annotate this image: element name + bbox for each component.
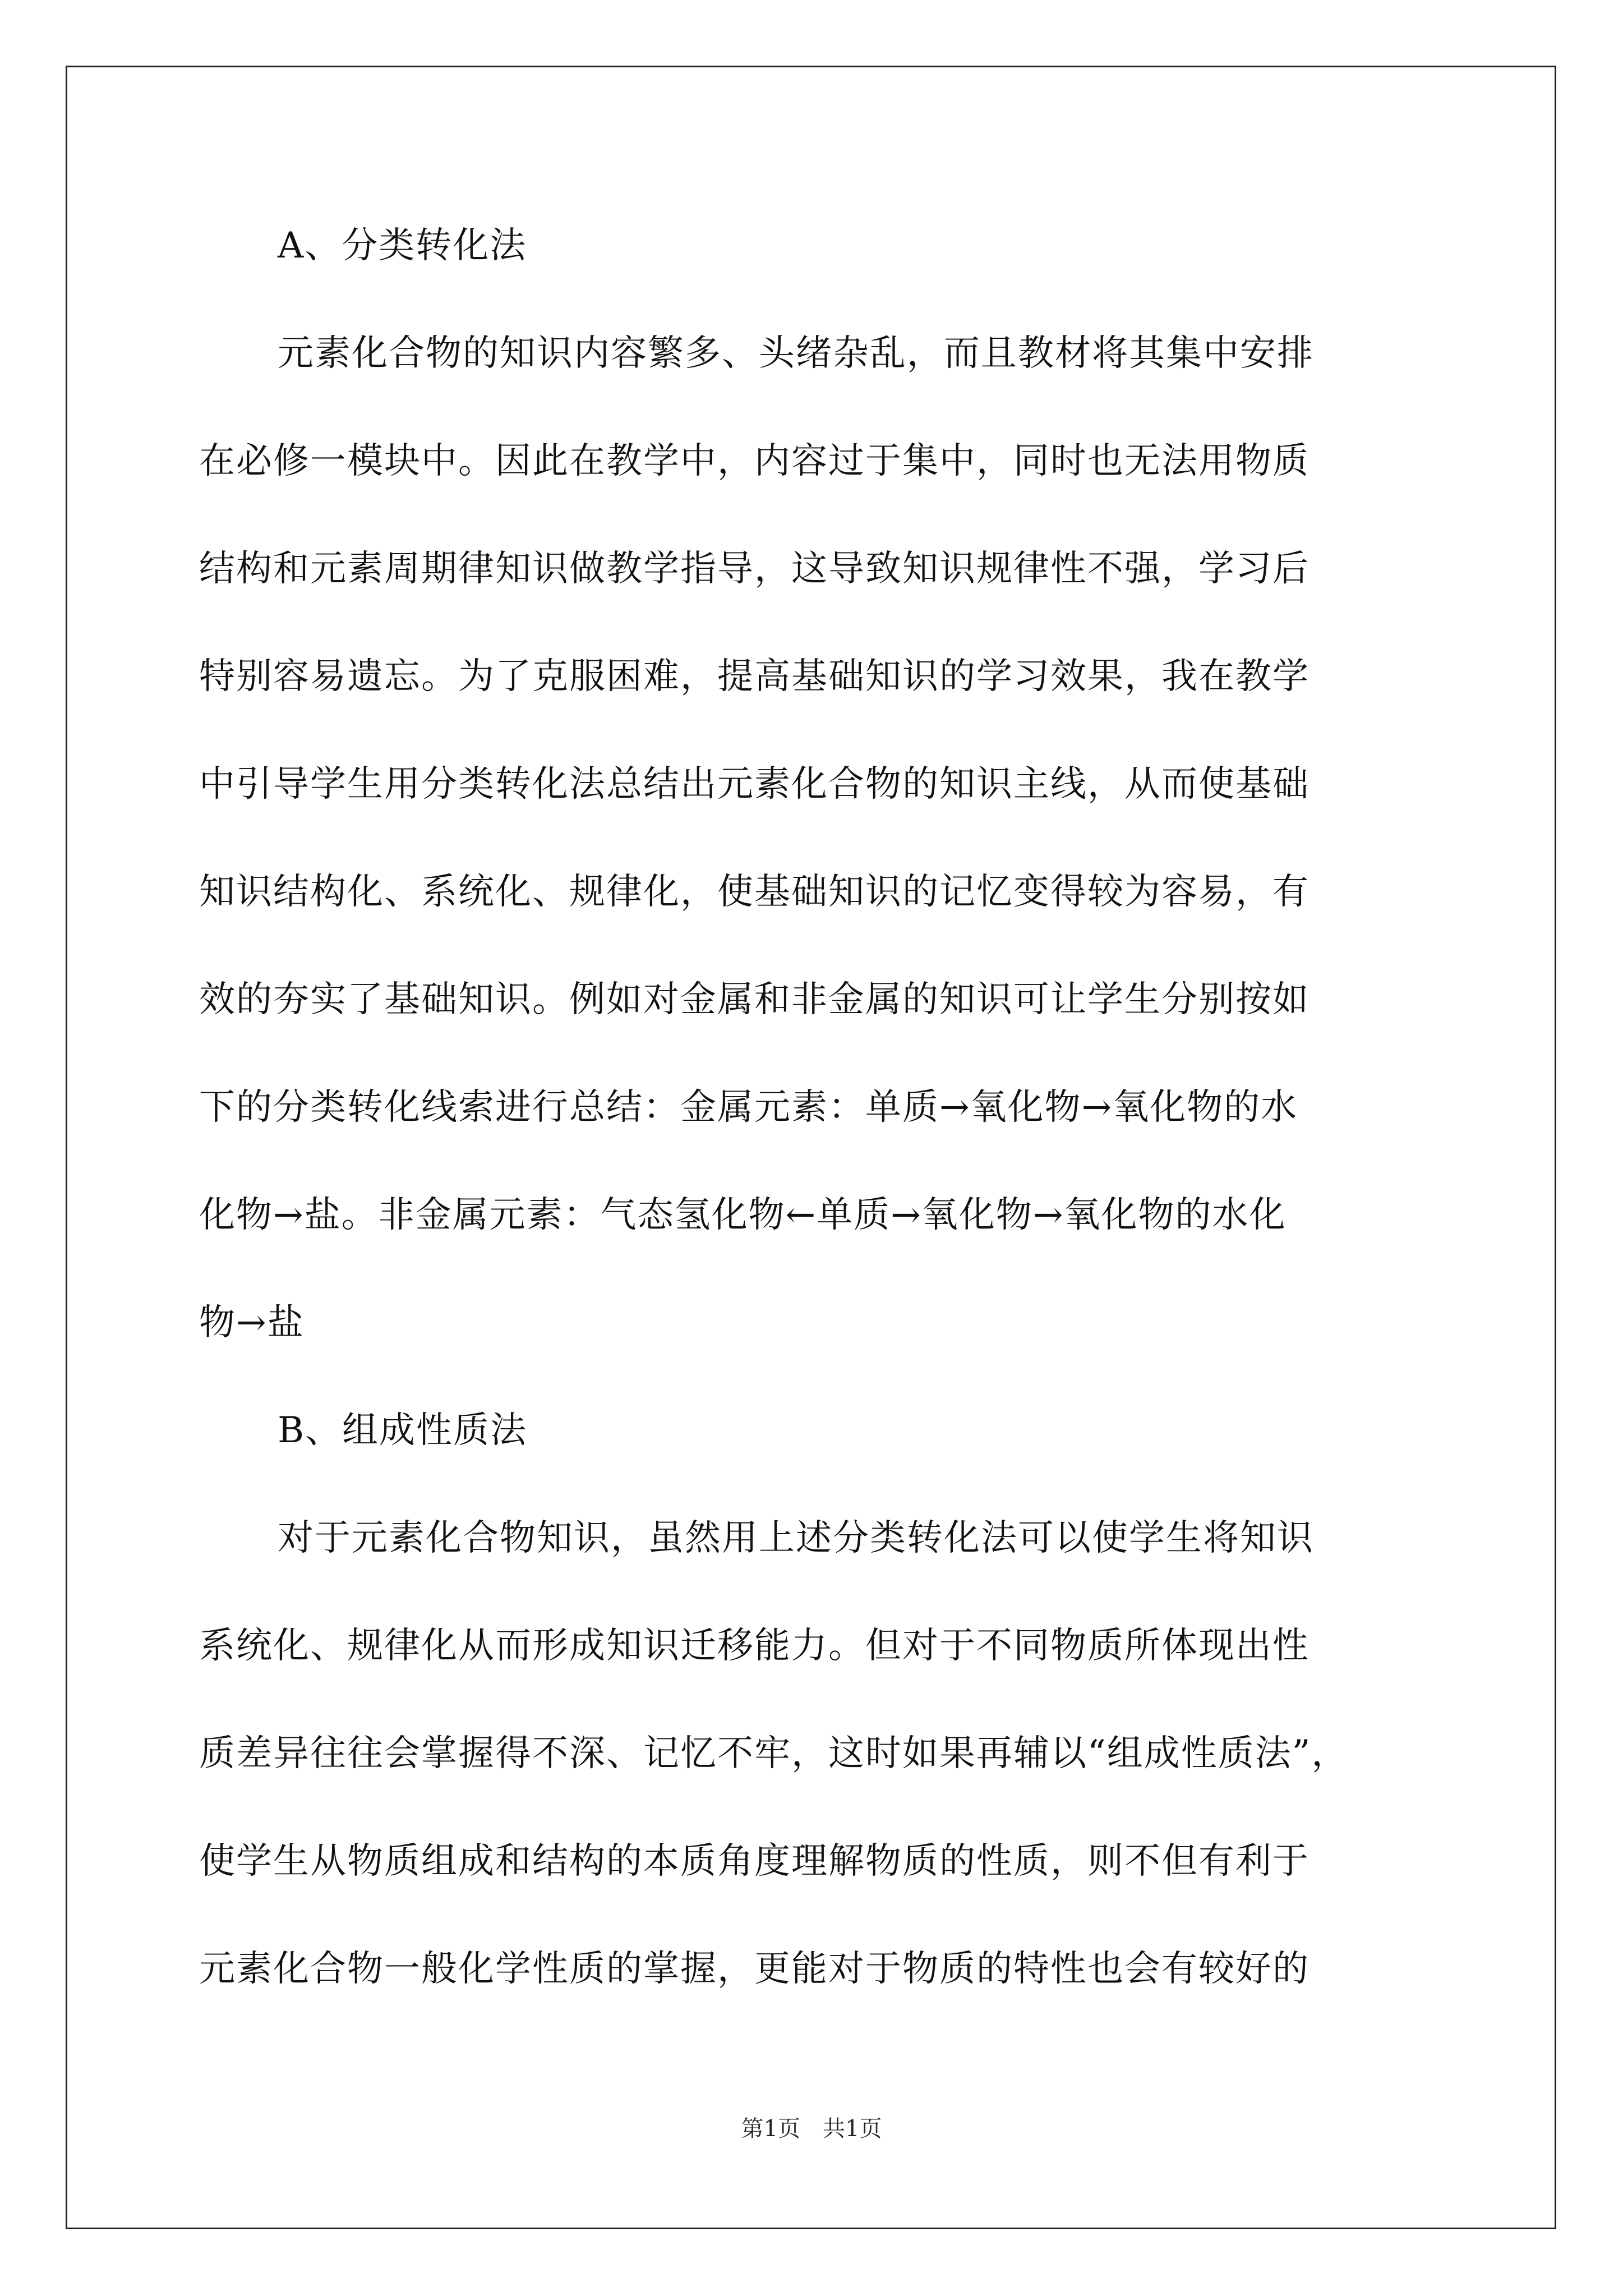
paragraph-line: 物→盐 [199,1302,305,1343]
page-number-footer: 第1页 共1页 [741,2116,882,2142]
heading-b: B、组成性质法 [278,1410,528,1451]
spacer [199,1780,1427,1834]
spacer [199,703,1427,757]
paragraph-line: 在必修一模块中。因此在教学中，内容过于集中，同时也无法用物质 [199,440,1310,482]
paragraph-line: 知识结构化、系统化、规律化，使基础知识的记忆变得较为容易，有 [199,871,1310,913]
paragraph-line: 元素化合物的知识内容繁多、头绪杂乱，而且教材将其集中安排 [278,333,1314,374]
paragraph-line: 对于元素化合物知识，虽然用上述分类转化法可以使学生将知识 [278,1517,1314,1559]
paragraph-line: 元素化合物一般化学性质的掌握，更能对于物质的特性也会有较好的 [199,1948,1310,1990]
spacer [199,1673,1427,1727]
spacer [199,1027,1427,1080]
paragraph-line: 质差异往往会掌握得不深、记忆不牢，这时如果再辅以“组成性质法”， [199,1733,1349,1774]
document-body [199,219,1427,1996]
spacer [199,596,1427,650]
paragraph-line: 使学生从物质组成和结构的本质角度理解物质的性质，则不但有利于 [199,1841,1310,1882]
paragraph-line: 特别容易遗忘。为了克服困难，提高基础知识的学习效果，我在教学 [199,656,1310,697]
paragraph-line: 化物→盐。非金属元素：气态氢化物←单质→氧化物→氧化物的水化 [199,1194,1287,1236]
spacer [199,273,1427,326]
paragraph-line: 系统化、规律化从而形成知识迁移能力。但对于不同物质所体现出性 [199,1625,1310,1667]
paragraph-line: 下的分类转化线索进行总结：金属元素：单质→氧化物→氧化物的水 [199,1087,1298,1128]
spacer [199,811,1427,865]
spacer [199,919,1427,973]
paragraph-line: 结构和元素周期律知识做教学指导，这导致知识规律性不强，学习后 [199,548,1310,590]
paragraph-line: 效的夯实了基础知识。例如对金属和非金属的知识可让学生分别按如 [199,979,1310,1020]
heading-a: A、分类转化法 [278,225,527,266]
spacer [199,1242,1427,1296]
spacer [199,1134,1427,1188]
spacer [199,1888,1427,1942]
spacer [199,488,1427,542]
spacer [199,1457,1427,1511]
spacer [199,380,1427,434]
paragraph-line: 中引导学生用分类转化法总结出元素化合物的知识主线，从而使基础 [199,763,1310,805]
spacer [199,1350,1427,1404]
spacer [199,1565,1427,1619]
